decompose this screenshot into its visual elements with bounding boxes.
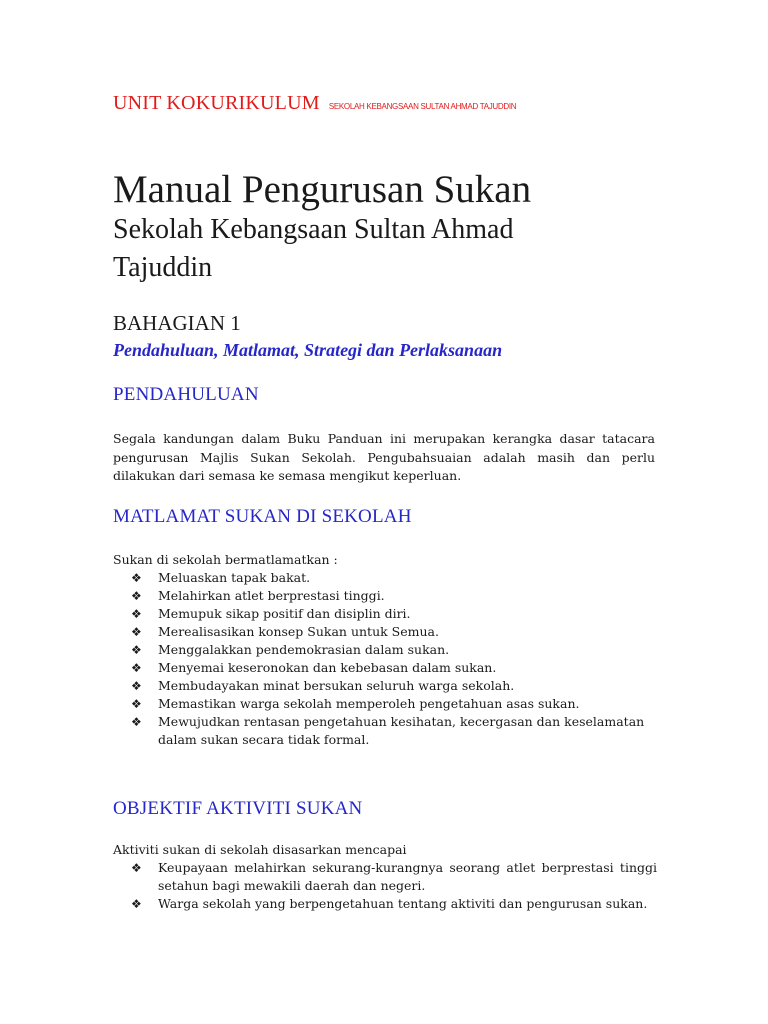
diamond-bullet-icon: ❖: [131, 643, 142, 657]
list-item: [131, 695, 657, 713]
list-item: [131, 895, 657, 913]
list-item: [131, 587, 657, 605]
list-item: [131, 605, 657, 623]
list-item-text: Meluaskan tapak bakat.: [158, 570, 311, 585]
list-item-text: Memastikan warga sekolah memperoleh pengetahuan asas sukan.: [158, 696, 580, 711]
diamond-bullet-icon: ❖: [131, 679, 142, 693]
diamond-bullet-icon: ❖: [131, 661, 142, 675]
diamond-bullet-icon: ❖: [131, 625, 142, 639]
list-item-text: Merealisasikan konsep Sukan untuk Semua.: [158, 624, 439, 639]
part-subtitle: Pendahuluan, Matlamat, Strategi dan Perlaksanaan: [113, 340, 503, 360]
diamond-bullet-icon: ❖: [131, 715, 142, 729]
list-item-text: Warga sekolah yang berpengetahuan tentang aktiviti dan pengurusan sukan.: [158, 896, 648, 911]
diamond-bullet-icon: ❖: [131, 589, 142, 603]
matlamat-list: [131, 569, 657, 749]
list-item-text: Membudayakan minat bersukan seluruh warga sekolah.: [158, 678, 515, 693]
list-item: [131, 641, 657, 659]
list-item-text: Mewujudkan rentasan pengetahuan kesihatan, kecergasan dan keselamatan dalam sukan secara tidak formal.: [158, 714, 645, 747]
list-item: [131, 623, 657, 641]
diamond-bullet-icon: ❖: [131, 861, 142, 875]
part-title: BAHAGIAN 1: [113, 311, 241, 335]
matlamat-intro: Sukan di sekolah bermatlamatkan :: [113, 552, 338, 567]
diamond-bullet-icon: ❖: [131, 697, 142, 711]
document-subtitle: Sekolah Kebangsaan Sultan Ahmad Tajuddin: [113, 214, 514, 283]
matlamat-heading: MATLAMAT SUKAN DI SEKOLAH: [113, 506, 412, 527]
objektif-heading: OBJEKTIF AKTIVITI SUKAN: [113, 798, 363, 819]
header-school-label: SEKOLAH KEBANGSAAN SULTAN AHMAD TAJUDDIN: [328, 102, 517, 111]
list-item-text: Memupuk sikap positif dan disiplin diri.: [158, 606, 411, 621]
diamond-bullet-icon: ❖: [131, 897, 142, 911]
pendahuluan-paragraph: Segala kandungan dalam Buku Panduan ini merupakan kerangka dasar tatacara pengurusan Majlis Sukan Sekolah. Pengubahsuaian adalah masih dan perlu dilakukan dari semasa ke semasa mengikut keperluan.: [113, 431, 655, 483]
list-item-text: Keupayaan melahirkan sekurang-kurangnya seorang atlet berprestasi tinggi setahun bagi mewakili daerah dan negeri.: [158, 860, 657, 893]
header-unit-label: UNIT KOKURIKULUM: [113, 92, 320, 114]
list-item-text: Melahirkan atlet berprestasi tinggi.: [158, 588, 385, 603]
objektif-list: [131, 859, 657, 913]
diamond-bullet-icon: ❖: [131, 607, 142, 621]
pendahuluan-heading: PENDAHULUAN: [113, 384, 259, 405]
list-item-text: Menyemai keseronokan dan kebebasan dalam sukan.: [158, 660, 497, 675]
list-item: [131, 569, 657, 587]
page-header: [113, 92, 516, 115]
document-title: Manual Pengurusan Sukan: [113, 168, 532, 211]
list-item: [131, 677, 657, 695]
objektif-intro: Aktiviti sukan di sekolah disasarkan mencapai: [113, 842, 407, 857]
list-item-text: Menggalakkan pendemokrasian dalam sukan.: [158, 642, 450, 657]
list-item: [131, 713, 657, 749]
diamond-bullet-icon: ❖: [131, 571, 142, 585]
list-item: [131, 659, 657, 677]
list-item: [131, 859, 657, 895]
